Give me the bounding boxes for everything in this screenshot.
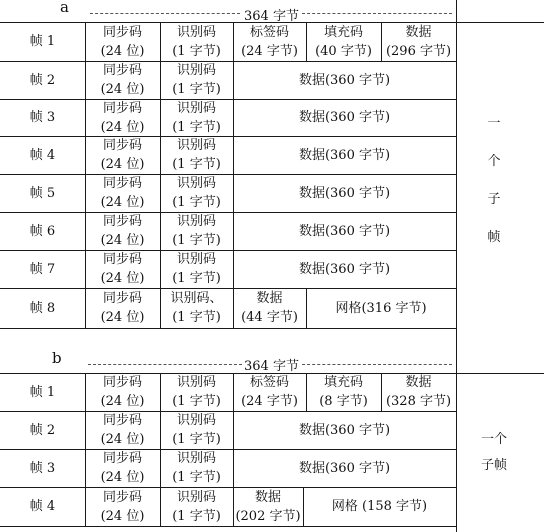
cell-size: (24 位) xyxy=(100,432,145,447)
cell-size: (1 字节) xyxy=(172,271,221,286)
tag-code-cell xyxy=(233,22,306,61)
frame-label: 帧 2 xyxy=(29,422,56,438)
data-cell xyxy=(381,373,456,411)
data-cell xyxy=(233,250,456,288)
data-cell xyxy=(233,212,456,250)
id-code-cell xyxy=(160,411,233,449)
cell-name: 同步码 xyxy=(102,138,142,153)
cell-size: (1 字节) xyxy=(172,43,221,59)
section-b-span-dash-left xyxy=(88,364,242,365)
cell-size: (1 字节) xyxy=(172,157,221,172)
cell-text: 数据(360 字节) xyxy=(298,185,391,201)
cell-size: (24 字节) xyxy=(241,43,298,59)
cell-size: (40 字节) xyxy=(315,43,372,59)
cell-size: (1 字节) xyxy=(172,233,221,248)
sync-code-cell xyxy=(85,136,160,174)
cell-size: (1 字节) xyxy=(172,310,221,325)
id-code-cell xyxy=(160,288,233,328)
cell-name: 同步码 xyxy=(102,24,142,40)
section-a-label: a xyxy=(60,0,69,16)
cell-name: 识别码 xyxy=(176,138,216,153)
cell-name: 识别码 xyxy=(176,375,216,390)
cell-name: 识别码、 xyxy=(170,291,223,306)
cell-text: 网格(316 字节) xyxy=(335,300,427,316)
sync-code-cell xyxy=(85,212,160,250)
cell-size: (24 位) xyxy=(100,470,145,485)
side-text: 子帧 xyxy=(480,458,507,473)
cell-size: (202 字节) xyxy=(235,508,301,524)
sync-code-cell xyxy=(85,449,160,487)
section-b-span-dash-right xyxy=(302,364,452,365)
frame-label: 帧 8 xyxy=(29,300,56,316)
id-code-cell xyxy=(160,61,233,99)
sync-code-cell xyxy=(85,99,160,136)
cell-size: (24 字节) xyxy=(241,394,298,409)
cell-text: 数据(360 字节) xyxy=(298,223,391,239)
cell-size: (24 位) xyxy=(100,394,145,409)
data-cell xyxy=(233,288,306,328)
cell-size: (1 字节) xyxy=(172,394,221,409)
cell-name: 同步码 xyxy=(102,413,142,428)
cell-name: 标签码 xyxy=(249,24,289,40)
id-code-cell xyxy=(160,212,233,250)
subframe-side-label xyxy=(482,112,506,264)
cell-name: 识别码 xyxy=(176,24,216,40)
data-cell xyxy=(233,487,303,526)
frame-label: 帧 4 xyxy=(29,147,56,163)
grid-cell xyxy=(306,288,456,328)
id-code-cell xyxy=(160,487,233,526)
cell-name: 同步码 xyxy=(102,375,142,390)
sync-code-cell xyxy=(85,22,160,61)
sync-code-cell xyxy=(85,61,160,99)
frame-label: 帧 7 xyxy=(29,261,56,277)
cell-name: 数据 xyxy=(254,489,281,505)
cell-text: 数据(360 字节) xyxy=(298,110,391,125)
sync-code-cell xyxy=(85,174,160,212)
cell-size: (24 位) xyxy=(100,119,145,135)
cell-size: (24 位) xyxy=(100,82,145,97)
data-cell xyxy=(233,99,456,136)
cell-size: (1 字节) xyxy=(172,508,221,524)
cell-size: (1 字节) xyxy=(172,119,221,135)
cell-name: 识别码 xyxy=(176,100,216,116)
sync-code-cell xyxy=(85,288,160,328)
data-cell xyxy=(233,61,456,99)
id-code-cell xyxy=(160,136,233,174)
fill-code-cell xyxy=(306,373,381,411)
cell-name: 同步码 xyxy=(102,63,142,78)
section-b-total: 364 字节 xyxy=(244,359,299,374)
section-a-span-dash-right xyxy=(302,13,452,14)
cell-name: 识别码 xyxy=(176,176,216,191)
cell-text: 数据(360 字节) xyxy=(298,72,391,88)
cell-name: 同步码 xyxy=(102,291,142,306)
cell-name: 数据 xyxy=(405,24,432,40)
cell-size: (24 位) xyxy=(100,271,145,286)
cell-size: (1 字节) xyxy=(172,470,221,485)
cell-size: (1 字节) xyxy=(172,195,221,210)
cell-name: 填充码 xyxy=(323,375,363,390)
sync-code-cell xyxy=(85,250,160,288)
frame-label: 帧 6 xyxy=(29,223,56,239)
grid-cell xyxy=(303,487,456,526)
cell-text: 数据(360 字节) xyxy=(298,422,391,438)
frame-label: 帧 4 xyxy=(29,499,56,514)
frame-label: 帧 1 xyxy=(29,34,56,49)
cell-name: 同步码 xyxy=(102,214,142,229)
side-char: 个 xyxy=(487,154,501,169)
cell-name: 识别码 xyxy=(176,214,216,229)
cell-name: 识别码 xyxy=(176,413,216,428)
cell-size: (328 字节) xyxy=(385,394,452,409)
id-code-cell xyxy=(160,250,233,288)
cell-size: (24 位) xyxy=(100,233,145,248)
cell-size: (24 位) xyxy=(100,310,145,325)
cell-name: 识别码 xyxy=(176,489,216,505)
cell-size: (8 字节) xyxy=(319,394,368,409)
cell-size: (1 字节) xyxy=(172,82,221,97)
data-cell xyxy=(233,449,456,487)
cell-size: (296 字节) xyxy=(385,43,452,59)
subframe-side-label xyxy=(474,428,514,480)
frame-label: 帧 5 xyxy=(29,185,56,201)
fill-code-cell xyxy=(306,22,381,61)
frame-label: 帧 3 xyxy=(29,110,56,125)
data-cell xyxy=(233,411,456,449)
cell-name: 识别码 xyxy=(176,252,216,267)
cell-name: 识别码 xyxy=(176,451,216,466)
cell-text: 数据(360 字节) xyxy=(298,460,391,476)
sync-code-cell xyxy=(85,411,160,449)
cell-text: 网格 (158 字节) xyxy=(331,499,428,514)
cell-name: 同步码 xyxy=(102,252,142,267)
data-cell xyxy=(381,22,456,61)
cell-name: 同步码 xyxy=(102,176,142,191)
side-divider xyxy=(456,0,457,532)
cell-name: 识别码 xyxy=(176,63,216,78)
id-code-cell xyxy=(160,22,233,61)
sync-code-cell xyxy=(85,487,160,526)
section-b-label: b xyxy=(52,349,62,367)
cell-name: 数据 xyxy=(256,291,283,306)
cell-size: (24 位) xyxy=(100,508,145,524)
section-b-bottom-border xyxy=(0,526,456,527)
cell-size: (24 位) xyxy=(100,157,145,172)
side-text: 一个 xyxy=(480,432,507,447)
cell-name: 同步码 xyxy=(102,100,142,116)
cell-name: 同步码 xyxy=(102,451,142,466)
side-char: 一 xyxy=(487,116,501,131)
cell-text: 数据(360 字节) xyxy=(298,147,391,163)
data-cell xyxy=(233,136,456,174)
id-code-cell xyxy=(160,373,233,411)
frame-label: 帧 3 xyxy=(29,460,56,476)
frame-label: 帧 2 xyxy=(29,72,56,88)
tag-code-cell xyxy=(233,373,306,411)
side-char: 帧 xyxy=(487,230,501,245)
side-char: 子 xyxy=(487,192,501,207)
cell-name: 填充码 xyxy=(323,24,363,40)
id-code-cell xyxy=(160,449,233,487)
cell-name: 标签码 xyxy=(249,375,289,390)
section-a-bottom-border xyxy=(0,328,456,329)
cell-name: 同步码 xyxy=(102,489,142,505)
id-code-cell xyxy=(160,99,233,136)
cell-size: (1 字节) xyxy=(172,432,221,447)
cell-text: 数据(360 字节) xyxy=(298,261,391,277)
cell-size: (24 位) xyxy=(100,43,145,59)
section-a-total: 364 字节 xyxy=(244,9,299,24)
cell-size: (24 位) xyxy=(100,195,145,210)
cell-size: (44 字节) xyxy=(241,310,298,325)
id-code-cell xyxy=(160,174,233,212)
frame-label: 帧 1 xyxy=(29,384,56,400)
section-a-span-dash-left xyxy=(90,13,240,14)
data-cell xyxy=(233,174,456,212)
cell-name: 数据 xyxy=(405,375,432,390)
sync-code-cell xyxy=(85,373,160,411)
